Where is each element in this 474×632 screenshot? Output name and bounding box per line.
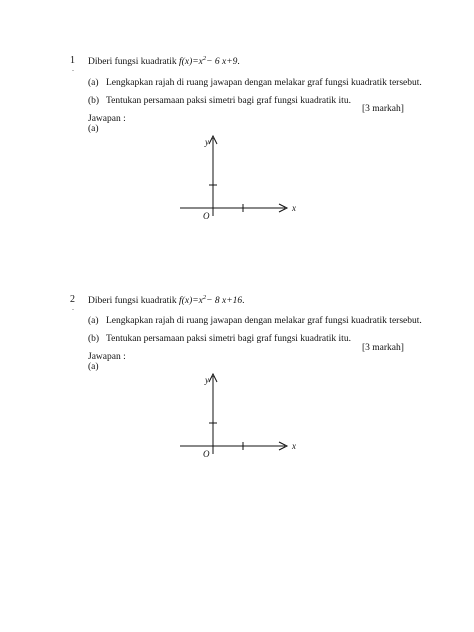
question-number: 1 bbox=[70, 55, 75, 66]
function-expression: $f(x)=x^2- 8$ x+16 bbox=[179, 294, 243, 306]
answer-label: Jawapan : bbox=[88, 352, 126, 362]
stem-text: Diberi fungsi kuadratik bbox=[88, 296, 177, 306]
part-b-text: Tentukan persamaan paksi simetri bagi graf fungsi kuadratik itu. bbox=[106, 96, 351, 106]
part-a-text: Lengkapkan rajah di ruang jawapan dengan melakar graf fungsi kuadratik tersebut. bbox=[106, 316, 422, 326]
part-a-label: (a) bbox=[88, 316, 99, 326]
y-axis-label: y bbox=[205, 137, 209, 147]
answer-label: Jawapan : bbox=[88, 114, 126, 124]
answer-axes bbox=[170, 130, 310, 230]
marks-label: [3 markah] bbox=[362, 343, 404, 353]
question-stem: Diberi fungsi kuadratik $f(x)=x^2- 8$ x+16. bbox=[88, 294, 245, 306]
answer-part-label: (a) bbox=[88, 124, 99, 134]
marks-label: [3 markah] bbox=[362, 104, 404, 114]
part-a-label: (a) bbox=[88, 78, 99, 88]
x-axis-label: x bbox=[292, 203, 296, 213]
answer-part-label: (a) bbox=[88, 362, 99, 372]
part-a-text: Lengkapkan rajah di ruang jawapan dengan melakar graf fungsi kuadratik tersebut. bbox=[106, 78, 422, 88]
stem-text: Diberi fungsi kuadratik bbox=[88, 57, 177, 67]
origin-label: O bbox=[203, 449, 210, 459]
answer-axes bbox=[170, 368, 310, 468]
y-axis-label: y bbox=[205, 375, 209, 385]
part-b-text: Tentukan persamaan paksi simetri bagi graf fungsi kuadratik itu. bbox=[106, 334, 351, 344]
number-dot: . bbox=[72, 303, 74, 312]
origin-label: O bbox=[203, 211, 210, 221]
part-b-label: (b) bbox=[88, 96, 100, 106]
function-expression: $f(x)=x^2- 6$ x+9 bbox=[179, 55, 238, 67]
part-b-label: (b) bbox=[88, 334, 100, 344]
x-axis-label: x bbox=[292, 441, 296, 451]
number-dot: . bbox=[72, 64, 74, 73]
question-number: 2 bbox=[70, 294, 75, 305]
question-stem: Diberi fungsi kuadratik $f(x)=x^2- 6$ x+9. bbox=[88, 55, 240, 67]
